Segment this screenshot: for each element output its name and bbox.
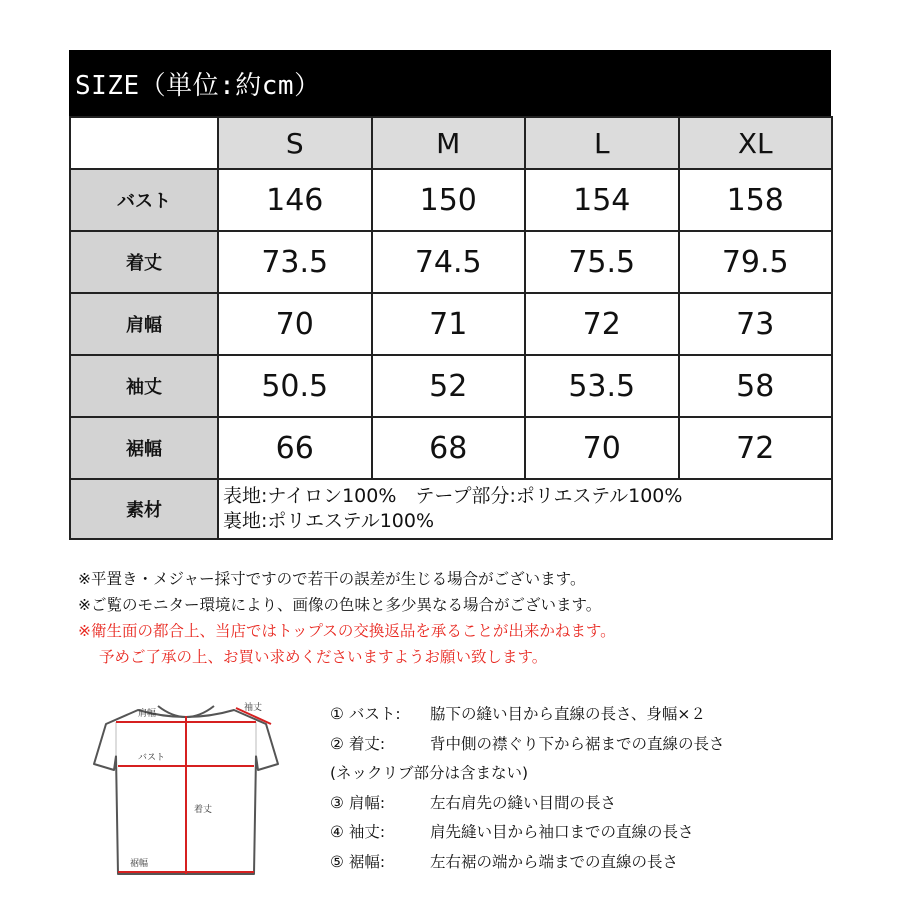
definition-term: ⑤ 裾幅:: [330, 852, 386, 871]
table-cell: 66: [218, 417, 372, 479]
size-header-s: S: [218, 117, 372, 169]
table-row-shoulder: [70, 293, 832, 355]
table-cell: 58: [679, 355, 833, 417]
table-cell: 72: [525, 293, 679, 355]
definition-item: [330, 848, 725, 878]
diagram-label-bust: バスト: [138, 753, 166, 763]
diagram-label-length: 着丈: [194, 805, 213, 815]
material-line-outer: 表地:ナイロン100% テープ部分:ポリエステル100%: [223, 485, 683, 507]
definition-item: [330, 759, 725, 789]
definition-term: ④ 袖丈:: [330, 823, 386, 841]
tshirt-measurement-diagram: [86, 694, 286, 884]
size-header-xl: XL: [679, 117, 833, 169]
row-label: 素材: [70, 479, 218, 539]
definition-desc: 背中側の襟ぐり下から裾までの直線の長さ: [430, 734, 725, 753]
size-header-l: L: [525, 117, 679, 169]
row-label: 肩幅: [70, 293, 218, 355]
definition-desc: 左右肩先の縫い目間の長さ: [430, 793, 617, 812]
table-row-bust: [70, 169, 832, 231]
size-table: [69, 50, 831, 540]
table-row-material: [70, 479, 832, 539]
table-cell: 70: [218, 293, 372, 355]
definition-desc: 左右裾の端から端までの直線の長さ: [430, 852, 679, 871]
warning-returns-cont: 予めご了承の上、お買い求めくださいますようお願い致します。: [99, 648, 548, 666]
table-cell: 50.5: [218, 355, 372, 417]
definition-desc: 脇下の縫い目から直線の長さ、身幅×２: [430, 705, 706, 723]
table-cell: 79.5: [679, 231, 833, 293]
material-line-lining: 裏地:ポリエステル100%: [223, 510, 435, 532]
definition-item: [330, 700, 725, 730]
table-cell: 158: [679, 169, 833, 231]
diagram-label-hem: 裾幅: [130, 859, 149, 869]
table-cell: 71: [372, 293, 526, 355]
diagram-label-shoulder: 肩幅: [138, 709, 157, 719]
definition-desc: (ネックリブ部分は含まない): [330, 764, 529, 782]
table-row-sleeve: [70, 355, 832, 417]
table-cell: 146: [218, 169, 372, 231]
table-cell: 73.5: [218, 231, 372, 293]
table-cell: 53.5: [525, 355, 679, 417]
definition-item: [330, 818, 725, 848]
size-header-row: [70, 117, 832, 169]
notes: [78, 566, 616, 670]
note-monitor: ※ご覧のモニター環境により、画像の色味と多少異なる場合がございます。: [78, 596, 602, 614]
table-cell: 150: [372, 169, 526, 231]
material-cell: [218, 479, 832, 539]
table-cell: 70: [525, 417, 679, 479]
row-label: 裾幅: [70, 417, 218, 479]
definition-term: ③ 肩幅:: [330, 793, 386, 812]
size-header-m: M: [372, 117, 526, 169]
warning-returns: ※衛生面の都合上、当店ではトップスの交換返品を承ることが出来かねます。: [78, 622, 616, 640]
header-blank-cell: [70, 117, 218, 169]
table-cell: 73: [679, 293, 833, 355]
definition-desc: 肩先縫い目から袖口までの直線の長さ: [430, 823, 694, 841]
table-cell: 72: [679, 417, 833, 479]
row-label: 袖丈: [70, 355, 218, 417]
measurement-definitions: [330, 700, 725, 877]
definition-item: [330, 789, 725, 819]
table-title: SIZE（単位:約cm）: [69, 50, 831, 116]
table-cell: 74.5: [372, 231, 526, 293]
note-measurement: ※平置き・メジャー採寸ですので若干の誤差が生じる場合がございます。: [78, 570, 586, 588]
size-grid: [69, 116, 833, 540]
table-cell: 75.5: [525, 231, 679, 293]
definition-item: [330, 730, 725, 760]
table-row-hem: [70, 417, 832, 479]
diagram-label-sleeve: 袖丈: [244, 703, 263, 713]
table-cell: 52: [372, 355, 526, 417]
table-row-length: [70, 231, 832, 293]
table-cell: 154: [525, 169, 679, 231]
definition-term: ① バスト:: [330, 705, 401, 723]
row-label: 着丈: [70, 231, 218, 293]
definition-term: ② 着丈:: [330, 734, 386, 753]
row-label: バスト: [70, 169, 218, 231]
table-cell: 68: [372, 417, 526, 479]
